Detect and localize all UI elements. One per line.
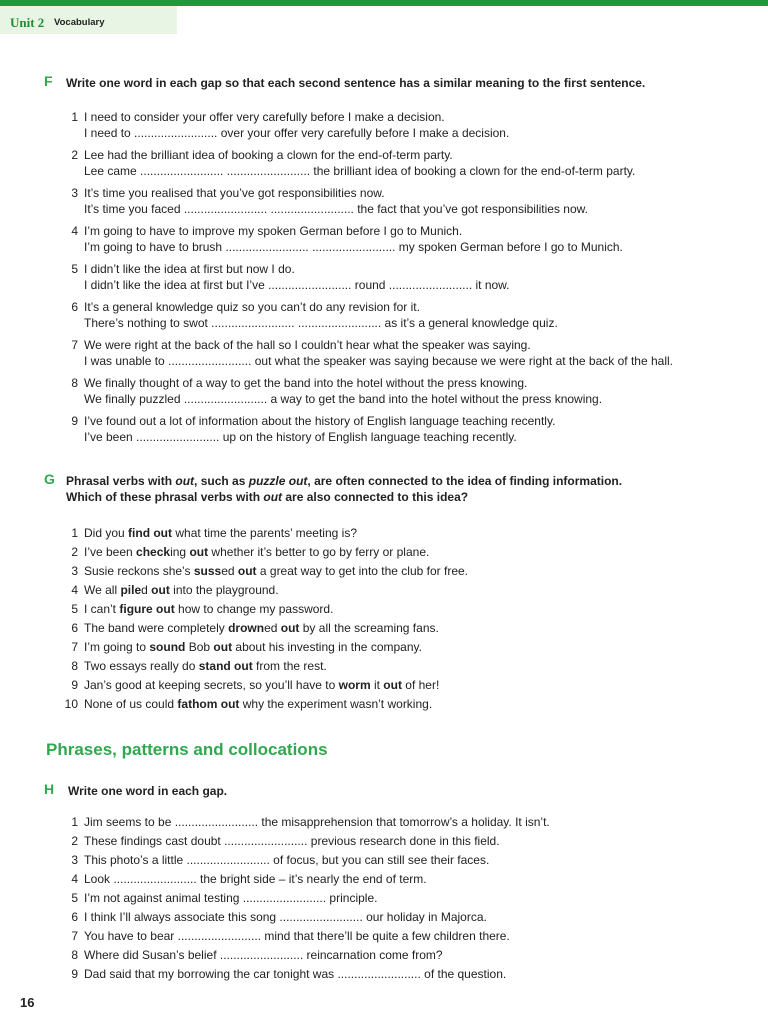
exercise-h-item [60, 947, 760, 963]
item-sentence: This photo’s a little ......................... of focus, but you can still see their faces. [84, 853, 490, 867]
exercise-f-item [60, 223, 760, 255]
item-number: 3 [71, 564, 78, 578]
rewrite-sentence: I didn’t like the idea at first but I’ve ......................... round ......................... it now. [84, 278, 510, 292]
rewrite-sentence: I was unable to ......................... out what the speaker was saying because we were right at the back of the hall. [84, 354, 673, 368]
exercise-f-item [60, 413, 760, 445]
phrasal-verb-particle: out [213, 640, 233, 654]
item-number: 8 [71, 659, 78, 673]
exercise-h-item [60, 814, 760, 830]
exercise-g-item [60, 544, 760, 560]
text-part: The band were completely [84, 621, 229, 635]
phrasal-verb-particle: out [237, 564, 257, 578]
text-part: None of us could [84, 697, 178, 711]
prompt-sentence: I’ve found out a lot of information about the history of English language teaching recently. [84, 414, 556, 428]
item-sentence [84, 601, 333, 617]
item-sentence: Dad said that my borrowing the car tonight was ......................... of the question. [84, 967, 507, 981]
item-sentence: These findings cast doubt ......................... previous research done in this field. [84, 834, 500, 848]
phrasal-verb-particle: out [280, 621, 300, 635]
prompt-sentence: We finally thought of a way to get the band into the hotel without the press knowing. [84, 376, 528, 390]
rewrite-sentence: We finally puzzled ......................... a way to get the band into the hotel without the press knowing. [84, 392, 603, 406]
exercise-f-item [60, 261, 760, 293]
rewrite-sentence: It’s time you faced ......................... ......................... the fact that you’ve got responsibilities now. [84, 202, 588, 216]
exercise-h-item [60, 909, 760, 925]
item-sentence [84, 677, 439, 693]
phrasal-verb-part: suss [193, 564, 222, 578]
phrasal-verb-part: worm [338, 678, 371, 692]
item-number: 3 [71, 186, 78, 200]
exercise-f-item [60, 375, 760, 407]
item-sentence [84, 696, 432, 712]
section-h-letter: H [44, 781, 55, 797]
section-f-letter: F [44, 73, 53, 89]
phrasal-verb-part: stand out [198, 659, 253, 673]
item-sentence [84, 620, 439, 636]
exercise-h-item [60, 871, 760, 887]
exercise-f-item [60, 185, 760, 217]
exercise-h-item [60, 833, 760, 849]
text-part: ed [221, 564, 238, 578]
item-number: 1 [71, 815, 78, 829]
text-part: We all [84, 583, 121, 597]
text-part: I’ve been [84, 545, 137, 559]
text-part: Bob [185, 640, 214, 654]
exercise-g-item [60, 563, 760, 579]
section-f-instruction: Write one word in each gap so that each second sentence has a similar meaning to the first sentence. [66, 76, 646, 90]
item-sentence [84, 582, 279, 598]
item-number: 2 [71, 545, 78, 559]
text-part: Jan’s good at keeping secrets, so you’ll have to [84, 678, 339, 692]
item-sentence: Look ......................... the bright side – it’s nearly the end of term. [84, 872, 427, 886]
text-part: into the playground. [169, 583, 279, 597]
phrasal-verb-particle: out [383, 678, 402, 692]
text-part: it [370, 678, 384, 692]
item-number: 9 [71, 967, 78, 981]
exercise-h-item [60, 890, 760, 906]
text-part: a great way to get into the club for free. [256, 564, 468, 578]
item-number: 1 [71, 110, 78, 124]
section-heading: Phrases, patterns and collocations [46, 740, 328, 759]
text-part: of her! [401, 678, 440, 692]
text-part: why the experiment wasn’t working. [239, 697, 433, 711]
item-number: 5 [71, 262, 78, 276]
text-part: Did you [84, 526, 129, 540]
item-sentence [84, 639, 422, 655]
exercise-g-item [60, 696, 760, 712]
text-part: what time the parents’ meeting is? [172, 526, 357, 540]
exercise-h-item [60, 966, 760, 982]
rewrite-sentence: I’ve been ......................... up on the history of English language teaching recently. [84, 430, 517, 444]
item-number: 4 [71, 872, 78, 886]
item-number: 9 [71, 414, 78, 428]
phrasal-verb-part: drown [228, 621, 265, 635]
item-number: 5 [71, 602, 78, 616]
text-part: whether it’s better to go by ferry or plane. [208, 545, 430, 559]
item-number: 8 [71, 376, 78, 390]
item-number: 10 [64, 697, 78, 711]
section-label: Vocabulary [54, 17, 105, 28]
text-part: from the rest. [252, 659, 327, 673]
exercise-g-item [60, 601, 760, 617]
item-number: 7 [71, 929, 78, 943]
prompt-sentence: I’m going to have to improve my spoken German before I go to Munich. [84, 224, 463, 238]
text-part: ing [170, 545, 190, 559]
rewrite-sentence: I need to ......................... over your offer very carefully before I make a decision. [84, 126, 510, 140]
exercise-g-item [60, 677, 760, 693]
text-part: Susie reckons she’s [84, 564, 194, 578]
phrasal-verb-part: figure out [119, 602, 175, 616]
item-number: 7 [71, 338, 78, 352]
item-number: 5 [71, 891, 78, 905]
item-number: 6 [71, 910, 78, 924]
exercise-g-item [60, 582, 760, 598]
exercise-h-item [60, 928, 760, 944]
phrasal-verb-part: find out [128, 526, 173, 540]
exercise-g-item [60, 620, 760, 636]
item-number: 4 [71, 583, 78, 597]
unit-label: Unit 2 [10, 15, 45, 30]
text-part: about his investing in the company. [232, 640, 422, 654]
section-g-instruction-1: Phrasal verbs with out, such as puzzle out, are often connected to the idea of finding information. [66, 474, 623, 488]
item-sentence [84, 544, 429, 560]
text-part: ed [264, 621, 281, 635]
text-part: I can’t [84, 602, 120, 616]
item-number: 1 [71, 526, 78, 540]
item-sentence [84, 525, 357, 541]
phrasal-verb-part: sound [149, 640, 186, 654]
exercise-g-item [60, 658, 760, 674]
item-number: 6 [71, 300, 78, 314]
section-h-instruction: Write one word in each gap. [68, 784, 228, 798]
phrasal-verb-particle: out [151, 583, 170, 597]
item-number: 2 [71, 834, 78, 848]
item-number: 3 [71, 853, 78, 867]
phrasal-verb-part: check [136, 545, 171, 559]
item-number: 7 [71, 640, 78, 654]
exercise-f-item [60, 147, 760, 179]
text-part: by all the screaming fans. [299, 621, 439, 635]
exercise-h-item [60, 852, 760, 868]
page-number: 16 [20, 995, 35, 1010]
text-part: I’m going to [84, 640, 150, 654]
exercise-f-item [60, 337, 760, 369]
item-number: 6 [71, 621, 78, 635]
phrasal-verb-particle: out [189, 545, 209, 559]
exercise-g-item [60, 525, 760, 541]
text-part: how to change my password. [174, 602, 334, 616]
section-g-letter: G [44, 471, 55, 487]
text-part: Two essays really do [84, 659, 199, 673]
exercise-g-item [60, 639, 760, 655]
rewrite-sentence: There’s nothing to swot ......................... ......................... as it’s a general knowledge quiz. [84, 316, 558, 330]
prompt-sentence: We were right at the back of the hall so I couldn’t hear what the speaker was saying. [84, 338, 531, 352]
item-sentence: I think I’ll always associate this song ......................... our holiday in Majorca. [84, 910, 487, 924]
item-number: 2 [71, 148, 78, 162]
phrasal-verb-part: fathom out [177, 697, 240, 711]
item-sentence: I’m not against animal testing ......................... principle. [84, 891, 378, 905]
item-sentence [84, 658, 327, 674]
item-sentence: You have to bear ......................... mind that there’ll be quite a few children there. [84, 929, 510, 943]
exercise-f-item [60, 109, 760, 141]
item-sentence: Jim seems to be ......................... the misapprehension that tomorrow’s a holiday. It isn’t. [84, 815, 550, 829]
prompt-sentence: I need to consider your offer very carefully before I make a decision. [84, 110, 445, 124]
prompt-sentence: Lee had the brilliant idea of booking a clown for the end-of-term party. [84, 148, 453, 162]
prompt-sentence: It’s time you realised that you’ve got responsibilities now. [84, 186, 385, 200]
rewrite-sentence: Lee came ......................... ......................... the brilliant idea of booking a clown for the end-of-term party. [84, 164, 636, 178]
phrasal-verb-part: pile [120, 583, 142, 597]
item-sentence: Where did Susan’s belief ......................... reincarnation come from? [84, 948, 443, 962]
section-g-instruction-2: Which of these phrasal verbs with out are also connected to this idea? [66, 490, 469, 504]
prompt-sentence: I didn’t like the idea at first but now I do. [84, 262, 295, 276]
item-number: 9 [71, 678, 78, 692]
exercise-f-item [60, 299, 760, 331]
item-sentence [84, 563, 468, 579]
item-number: 8 [71, 948, 78, 962]
text-part: d [141, 583, 152, 597]
rewrite-sentence: I’m going to have to brush ......................... ......................... my spoken German before I go to Munich. [84, 240, 623, 254]
item-number: 4 [71, 224, 78, 238]
prompt-sentence: It’s a general knowledge quiz so you can’t do any revision for it. [84, 300, 420, 314]
